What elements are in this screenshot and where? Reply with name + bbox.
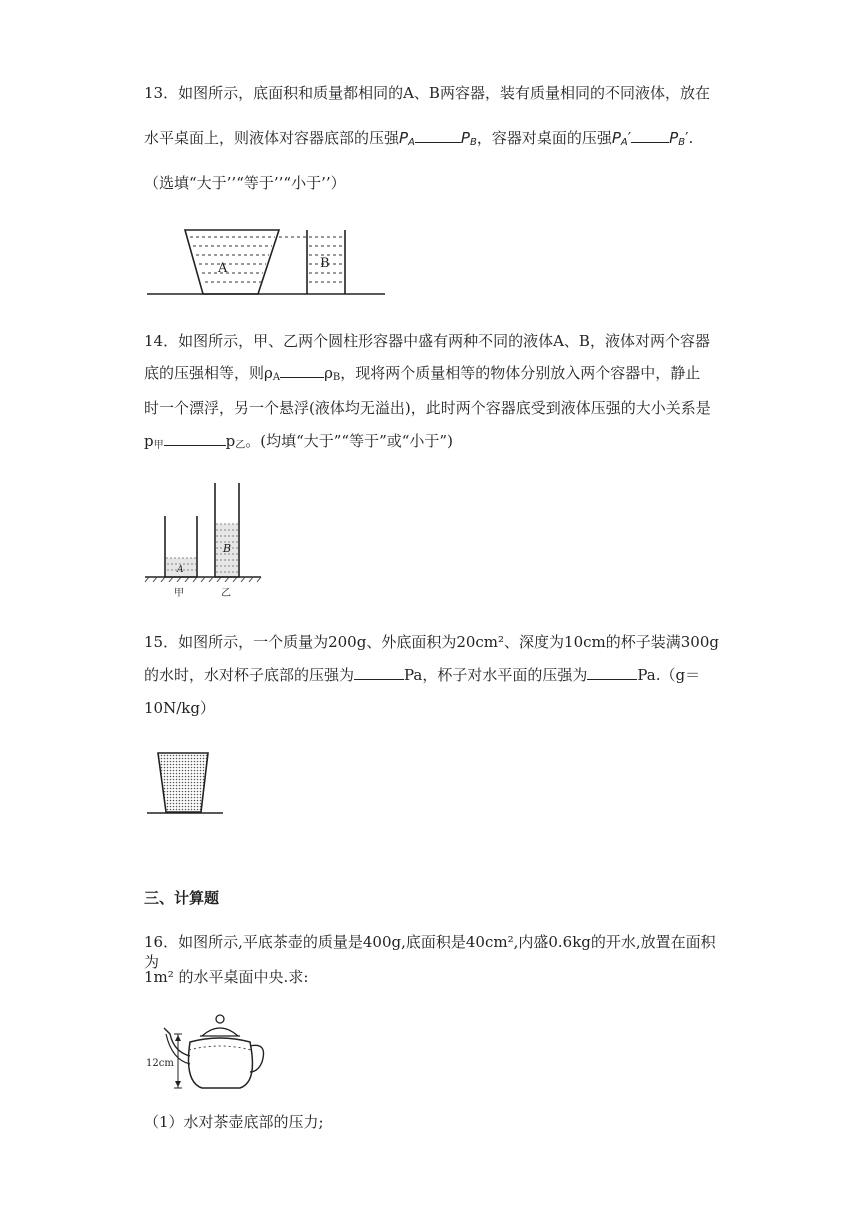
q14-rho-b-sub: B — [332, 372, 341, 383]
q14-p1: p — [144, 432, 154, 450]
q16-line2: 1m² 的水平桌面中央.求: — [144, 968, 309, 986]
q15-line2-text-b: Pa，杯子对水平面的压强为 — [404, 666, 588, 684]
q16-fig-label-height: 12cm — [146, 1058, 174, 1069]
q13-blank-1[interactable] — [415, 128, 461, 143]
q13-pb-sub: B — [469, 137, 477, 148]
q13-blank-2[interactable] — [631, 128, 669, 143]
q15-figure — [145, 748, 225, 816]
q14-blank-1[interactable] — [280, 363, 324, 378]
q14-figure — [143, 480, 265, 600]
q14-line2-text-a: 底的压强相等，则ρ — [144, 364, 273, 382]
q14-line4 — [144, 431, 724, 456]
q14-p2-sub: 乙 — [235, 440, 246, 451]
q15-line1: 15．如图所示，一个质量为200g、外底面积为20cm²、深度为10cm的杯子装满300g — [144, 633, 719, 651]
q16-pot-body — [189, 1038, 253, 1088]
q15-cup — [158, 753, 208, 812]
q13-pa2-sub: A — [620, 137, 628, 148]
q13-pa2: P — [611, 129, 621, 147]
q13-fig-label-b: B — [320, 256, 330, 271]
q16-lid-knob — [216, 1015, 224, 1023]
q13-line3: （选填“大于’’“等于’’“小于’’） — [144, 174, 346, 192]
q14-fig-label-a: A — [177, 565, 184, 575]
q13-figure — [145, 222, 387, 302]
q13-pb2-prime: ′. — [685, 129, 694, 147]
q15-line2-text-a: 的水时，水对杯子底部的压强为 — [144, 666, 355, 684]
q16-lid — [202, 1028, 238, 1036]
q16-sub1: （1）水对茶壶底部的压力; — [144, 1113, 324, 1131]
q13-pb: P — [460, 129, 470, 147]
q13-pb2: P — [669, 129, 679, 147]
q13-line1: 13．如图所示，底面积和质量都相同的A、B两容器，装有质量相同的不同液体，放在 — [144, 84, 710, 102]
q14-blank-2[interactable] — [164, 431, 226, 446]
q13-liquid-a — [190, 237, 275, 282]
q15-blank-1[interactable] — [354, 665, 404, 680]
q13-line2 — [144, 128, 724, 153]
q15-line2 — [144, 665, 724, 685]
q16-water-level — [189, 1046, 251, 1050]
q14-rho-a-sub: A — [272, 372, 281, 383]
q16-figure — [144, 1012, 270, 1096]
q13-fig-label-a: A — [218, 261, 228, 276]
q14-line2 — [144, 363, 724, 388]
q16-line1: 16．如图所示,平底茶壶的质量是400g,底面积是40cm²,内盛0.6kg的开水,放置在面积为 — [144, 933, 716, 971]
q13-container-a — [185, 230, 279, 294]
q13-pa: P — [399, 129, 409, 147]
q14-line4-text-b: 。(均填“大于”“等于”或“小于”) — [245, 432, 453, 450]
q15-line3: 10N/kg） — [144, 699, 215, 717]
q14-line3: 时一个漂浮，另一个悬浮(液体均无溢出)，此时两个容器底受到液体压强的大小关系是 — [144, 399, 711, 417]
section-heading: 三、计算题 — [144, 889, 220, 907]
q15-line2-text-c: Pa.（g＝ — [637, 666, 701, 684]
q13-line2-text-a: 水平桌面上，则液体对容器底部的压强 — [144, 129, 400, 147]
q14-fig-label-jia: 甲 — [174, 588, 184, 599]
q13-pb2-sub: B — [678, 137, 686, 148]
q14-line1: 14．如图所示，甲、乙两个圆柱形容器中盛有两种不同的液体A、B，液体对两个容器 — [144, 332, 710, 350]
q14-rho-b: ρ — [324, 364, 333, 382]
q14-line2-text-b: ，现将两个质量相等的物体分别放入两个容器中，静止 — [340, 364, 701, 382]
q14-p1-sub: 甲 — [153, 440, 164, 451]
q15-blank-2[interactable] — [587, 665, 637, 680]
q14-fig-label-yi: 乙 — [221, 588, 231, 599]
q13-line2-text-b: ，容器对桌面的压强 — [476, 129, 612, 147]
q14-p2: p — [225, 432, 236, 450]
q13-pa2-prime: ′ — [627, 129, 632, 147]
q13-pa-sub: A — [408, 137, 415, 148]
q14-fig-label-b: B — [223, 542, 232, 555]
